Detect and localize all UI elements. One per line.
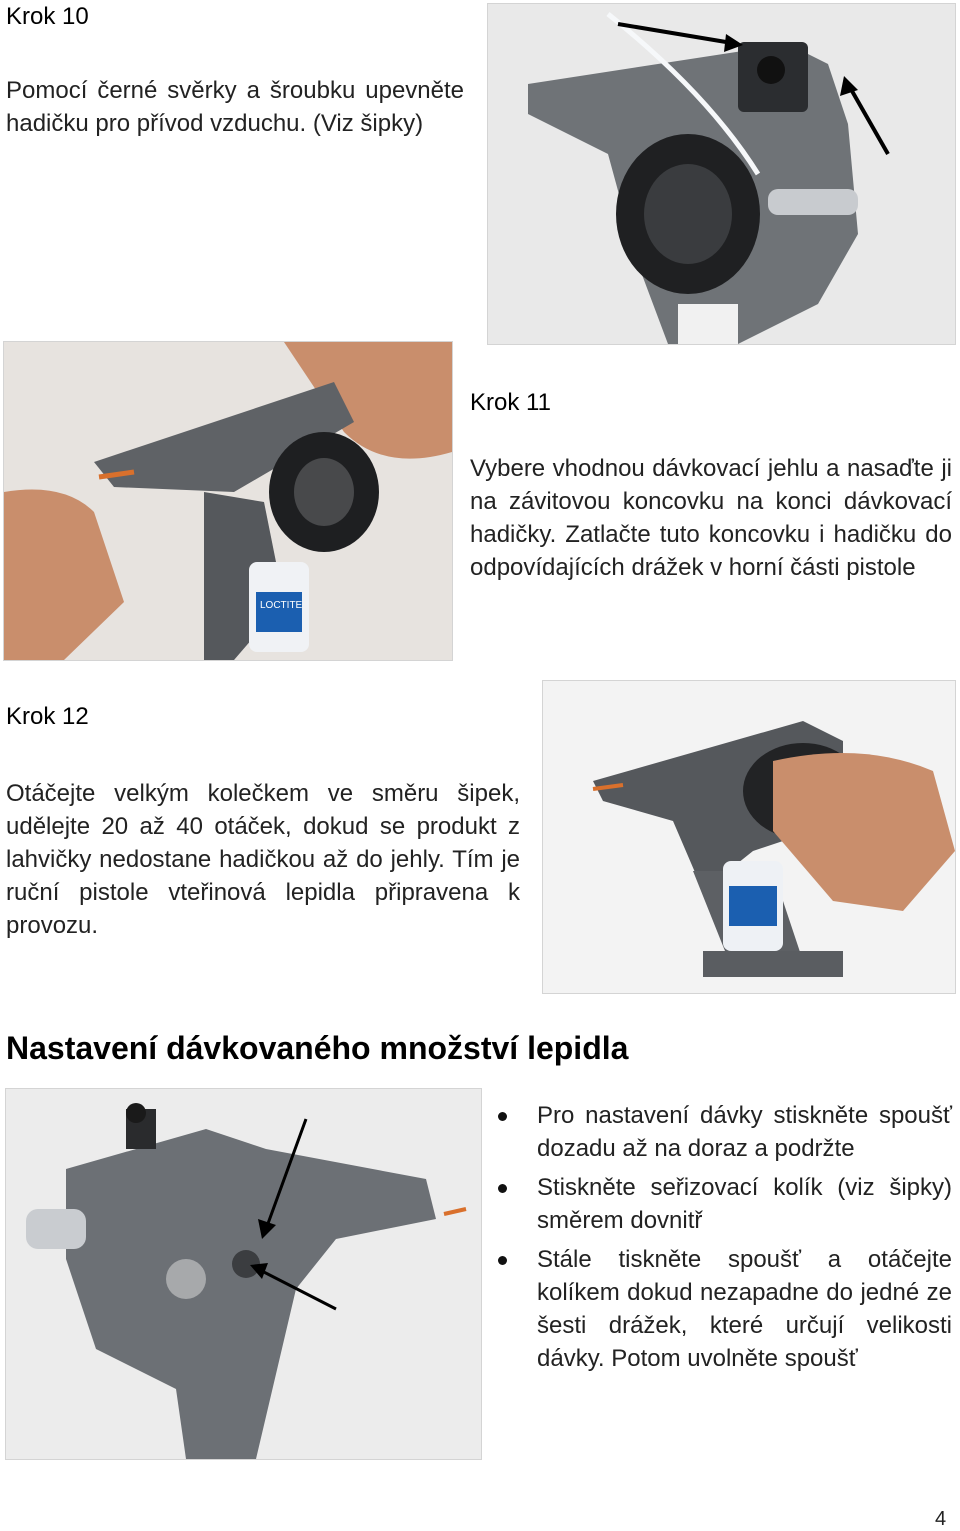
list-item: Stiskněte seřizovací kolík (viz šipky) směrem dovnitř bbox=[494, 1171, 952, 1237]
step11-text: Vybere vhodnou dávkovací jehlu a nasaďte ji na závitovou koncovku na konci dávkovací hadičky. Zatlačte tuto koncovku i hadičku do odpovídajících drážek v horní části pistole bbox=[470, 455, 952, 581]
list-item: Pro nastavení dávky stiskněte spoušť dozadu až na doraz a podržte bbox=[494, 1099, 952, 1165]
photo-dose-pin bbox=[5, 1088, 482, 1460]
bullet-icon bbox=[498, 1184, 507, 1193]
step12-title: Krok 12 bbox=[6, 703, 89, 730]
bullet-icon bbox=[498, 1256, 507, 1265]
bottle-label: LOCTITE bbox=[260, 600, 303, 611]
photo-air-hose-clamp bbox=[487, 3, 956, 345]
step10-title: Krok 10 bbox=[6, 3, 89, 30]
step12-text: Otáčejte velkým kolečkem ve směru šipek, udělejte 20 až 40 otáček, dokud se produkt z lahvičky nedostane hadičkou až do jehly. Tím je ruční pistole vteřinová lepidla připravena k provozu. bbox=[6, 780, 520, 939]
page-number: 4 bbox=[935, 1508, 947, 1530]
bullet-icon bbox=[498, 1112, 507, 1121]
list-item: Stále tiskněte spoušť a otáčejte kolíkem dokud nezapadne do jedné ze šesti drážek, které určují velikosti dávky. Potom uvolněte spoušť bbox=[494, 1243, 952, 1375]
photo-turning-wheel bbox=[542, 680, 956, 994]
photo-needle-attach bbox=[3, 341, 453, 661]
step10-text: Pomocí černé svěrky a šroubku upevněte hadičku pro přívod vzduchu. (Viz šipky) bbox=[6, 77, 464, 137]
step11-title: Krok 11 bbox=[470, 389, 551, 416]
section-title: Nastavení dávkovaného množství lepidla bbox=[6, 1030, 629, 1066]
dose-instructions-list bbox=[494, 1099, 952, 1381]
